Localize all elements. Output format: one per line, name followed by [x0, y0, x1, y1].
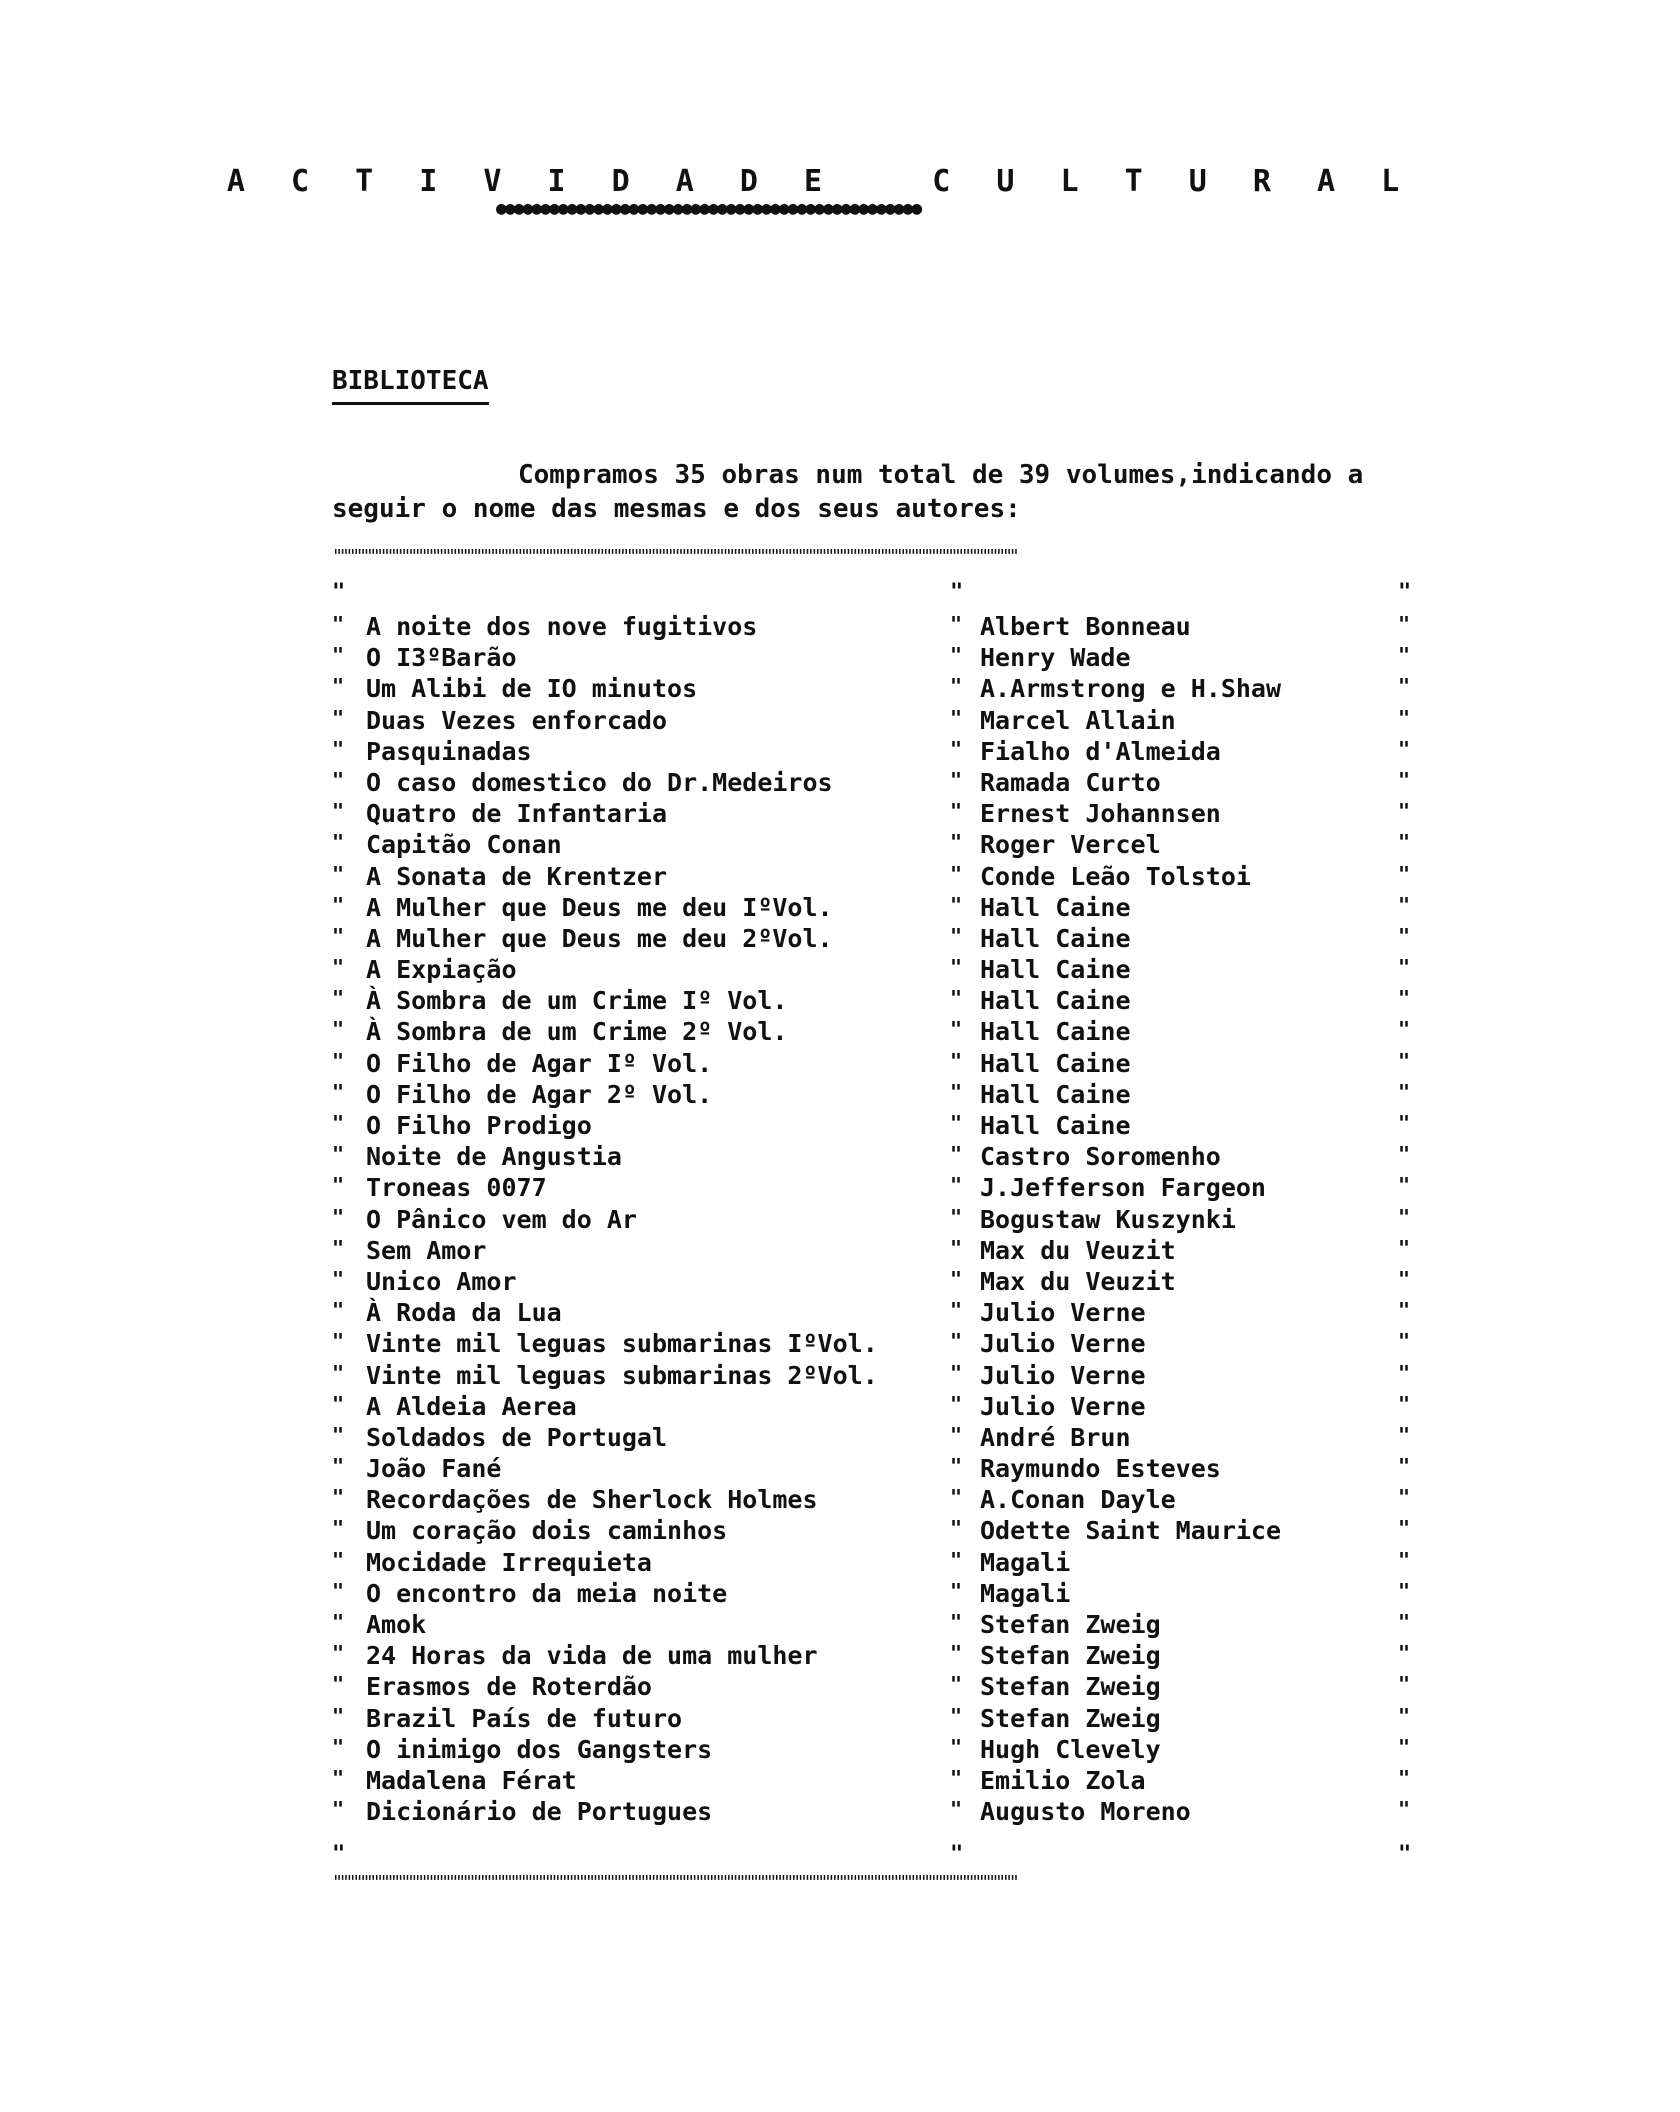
frame-mark: ": [950, 1391, 963, 1416]
frame-mark: ": [950, 1204, 963, 1229]
frame-mark: ": [1398, 580, 1412, 605]
frame-mark: ": [1398, 1797, 1411, 1822]
frame-mark: ": [950, 1360, 963, 1385]
book-row: [332, 1236, 1422, 1267]
frame-mark: ": [950, 986, 963, 1011]
book-row: [332, 1766, 1422, 1797]
frame-mark: ": [1398, 767, 1411, 792]
book-title: O I3ºBarão: [366, 643, 517, 673]
book-title: À Sombra de um Crime Iº Vol.: [366, 986, 788, 1016]
frame-mark: ": [1398, 1329, 1411, 1354]
book-title: Um coração dois caminhos: [366, 1516, 728, 1546]
frame-mark: ": [332, 1672, 345, 1697]
book-row: [332, 706, 1422, 737]
frame-mark: ": [1398, 1610, 1411, 1634]
frame-mark: ": [1398, 1641, 1411, 1666]
frame-mark: ": [950, 1329, 963, 1354]
frame-mark: ": [1398, 1142, 1411, 1167]
book-row: [332, 799, 1422, 830]
frame-mark: ": [950, 1765, 963, 1790]
frame-mark: ": [1398, 1422, 1411, 1447]
frame-mark: ": [1398, 643, 1411, 668]
book-row: [332, 1579, 1422, 1610]
book-row: [332, 1454, 1422, 1485]
frame-mark: ": [332, 705, 345, 730]
frame-mark: ": [950, 1610, 963, 1634]
frame-mark: ": [332, 1017, 345, 1042]
book-title: À Sombra de um Crime 2º Vol.: [366, 1017, 788, 1047]
frame-mark: ": [332, 1298, 345, 1323]
frame-mark: ": [332, 1547, 345, 1572]
frame-mark: ": [950, 767, 963, 792]
book-row: [332, 1797, 1422, 1828]
frame-mark: ": [332, 1703, 345, 1728]
frame-mark: ": [950, 1734, 963, 1759]
frame-mark: ": [950, 1173, 963, 1198]
book-row: [332, 1392, 1422, 1423]
book-author: Fialho d'Almeida: [980, 736, 1221, 766]
book-title: Recordações de Sherlock Holmes: [366, 1485, 818, 1515]
book-author: Hall Caine: [980, 1111, 1131, 1140]
frame-mark: ": [1398, 1298, 1411, 1323]
book-author: Hall Caine: [980, 1017, 1131, 1047]
book-title: Brazil País de futuro: [366, 1703, 683, 1733]
frame-mark: ": [950, 1454, 963, 1479]
book-author: Magali: [980, 1547, 1071, 1577]
frame-mark: ": [1398, 1672, 1411, 1697]
frame-mark: ": [950, 1266, 963, 1291]
frame-mark: ": [1398, 705, 1411, 730]
frame-mark: ": [950, 861, 963, 886]
frame-mark: ": [1398, 1547, 1411, 1572]
frame-mark: ": [950, 799, 963, 824]
book-title: Pasquinadas: [366, 736, 532, 766]
frame-mark: ": [950, 1048, 963, 1073]
book-title: Duas Vezes enforcado: [366, 705, 668, 735]
frame-mark: ": [332, 861, 345, 886]
book-author: Hugh Clevely: [980, 1734, 1161, 1764]
frame-mark: ": [1398, 674, 1411, 699]
book-row: [332, 768, 1422, 799]
book-title: O Pânico vem do Ar: [366, 1204, 637, 1234]
book-row: [332, 1173, 1422, 1204]
frame-mark: ": [332, 1422, 345, 1447]
frame-mark: ": [1398, 1079, 1411, 1104]
book-row: [332, 1548, 1422, 1579]
book-title: O caso domestico do Dr.Medeiros: [366, 767, 833, 797]
book-row: [332, 1267, 1422, 1298]
frame-mark: ": [1398, 1204, 1411, 1229]
frame-mark: ": [332, 1266, 345, 1291]
frame-mark: ": [332, 830, 345, 855]
book-title: A Expiação: [366, 955, 517, 985]
frame-mark: ": [332, 1454, 345, 1479]
book-row: [332, 830, 1422, 861]
frame-mark: ": [332, 986, 345, 1011]
list-top-rule: """""""""""""""""""""""""""""""""""""""""""""""""""""""""""""""""""""""""""""""""""""""""""""""""""": [332, 548, 1016, 566]
book-author: Ramada Curto: [980, 767, 1161, 797]
book-author: André Brun: [980, 1422, 1131, 1452]
book-title: O Filho de Agar 2º Vol.: [366, 1079, 713, 1109]
frame-mark: ": [1398, 1391, 1411, 1416]
frame-mark: ": [332, 1360, 345, 1385]
frame-mark: ": [950, 1703, 963, 1728]
book-author: Hall Caine: [980, 1048, 1131, 1078]
book-row: [332, 1329, 1422, 1360]
frame-mark: ": [1398, 892, 1411, 917]
frame-mark: ": [950, 1111, 963, 1135]
frame-mark: ": [950, 1017, 963, 1042]
frame-mark: ": [1398, 861, 1411, 886]
frame-mark: ": [950, 1516, 963, 1541]
book-author: J.Jefferson Fargeon: [980, 1173, 1266, 1203]
frame-mark: ": [1398, 736, 1411, 761]
book-title: Erasmos de Roterdão: [366, 1672, 652, 1702]
book-title: Madalena Férat: [366, 1765, 577, 1795]
frame-mark: ": [332, 1734, 345, 1759]
list-bottom-rule: """""""""""""""""""""""""""""""""""""""""""""""""""""""""""""""""""""""""""""""""""""""""""""""""""": [332, 1874, 1016, 1892]
frame-mark: ": [1398, 1360, 1411, 1385]
frame-mark: ": [1398, 1111, 1411, 1135]
frame-mark: ": [950, 1672, 963, 1697]
frame-mark: ": [950, 1298, 963, 1323]
frame-mark: ": [332, 736, 345, 761]
book-title: Soldados de Portugal: [366, 1422, 668, 1452]
book-author: Roger Vercel: [980, 830, 1161, 860]
frame-mark: ": [1398, 923, 1411, 948]
frame-mark: ": [1398, 1578, 1411, 1603]
frame-mark: ": [332, 892, 345, 917]
book-row: [332, 1080, 1422, 1111]
book-author: Max du Veuzit: [980, 1235, 1176, 1265]
frame-mark: ": [1398, 1266, 1411, 1291]
book-row: [332, 986, 1422, 1017]
book-row: [332, 612, 1422, 643]
book-author: Henry Wade: [980, 643, 1131, 673]
frame-mark: ": [332, 1516, 345, 1541]
frame-mark: ": [332, 1641, 345, 1666]
book-author: Hall Caine: [980, 1079, 1131, 1109]
frame-mark: ": [332, 1842, 346, 1867]
book-row: [332, 955, 1422, 986]
frame-mark: ": [1398, 612, 1411, 636]
frame-mark: ": [1398, 1516, 1411, 1541]
book-title: O Filho Prodigo: [366, 1111, 592, 1140]
book-title: A Sonata de Krentzer: [366, 861, 668, 891]
book-author: Hall Caine: [980, 892, 1131, 922]
book-title: Quatro de Infantaria: [366, 799, 668, 829]
book-author: Marcel Allain: [980, 705, 1176, 735]
book-row: [332, 862, 1422, 893]
frame-mark: ": [332, 1204, 345, 1229]
frame-mark: ": [950, 736, 963, 761]
book-row: [332, 1735, 1422, 1766]
frame-mark: ": [950, 923, 963, 948]
frame-mark: ": [950, 643, 963, 668]
book-author: Hall Caine: [980, 986, 1131, 1016]
frame-mark: ": [950, 705, 963, 730]
frame-mark: ": [1398, 1454, 1411, 1479]
book-author: Albert Bonneau: [980, 612, 1191, 641]
frame-mark: ": [332, 955, 345, 980]
book-row: [332, 1516, 1422, 1547]
frame-mark: ": [950, 955, 963, 980]
book-title: Unico Amor: [366, 1266, 517, 1296]
book-author: Stefan Zweig: [980, 1672, 1161, 1702]
frame-mark: ": [950, 1797, 963, 1822]
book-row: [332, 1298, 1422, 1329]
book-row: [332, 1423, 1422, 1454]
frame-mark: ": [950, 1547, 963, 1572]
book-author: Julio Verne: [980, 1360, 1146, 1390]
book-row: [332, 1672, 1422, 1703]
book-author: Julio Verne: [980, 1329, 1146, 1359]
frame-mark: ": [1398, 1842, 1412, 1867]
book-row: [332, 1610, 1422, 1641]
frame-mark: ": [950, 892, 963, 917]
book-author: Ernest Johannsen: [980, 799, 1221, 829]
book-author: Hall Caine: [980, 955, 1131, 985]
book-author: A.Armstrong e H.Shaw: [980, 674, 1282, 704]
frame-mark: ": [332, 767, 345, 792]
frame-mark: ": [332, 674, 345, 699]
book-author: A.Conan Dayle: [980, 1485, 1176, 1515]
frame-mark: ": [1398, 1485, 1411, 1510]
frame-mark: ": [950, 1235, 963, 1260]
book-title: A Aldeia Aerea: [366, 1391, 577, 1421]
frame-mark: ": [1398, 1048, 1411, 1073]
frame-mark: ": [332, 1142, 345, 1167]
book-title: Vinte mil leguas submarinas 2ºVol.: [366, 1360, 878, 1390]
book-author: Odette Saint Maurice: [980, 1516, 1282, 1546]
book-author: Stefan Zweig: [980, 1703, 1161, 1733]
frame-mark: ": [332, 799, 345, 824]
book-row: [332, 1142, 1422, 1173]
frame-mark: ": [332, 1111, 345, 1135]
book-title: Dicionário de Portugues: [366, 1797, 713, 1827]
book-row: [332, 1017, 1422, 1048]
frame-mark: ": [1398, 1734, 1411, 1759]
frame-mark: ": [332, 1048, 345, 1073]
frame-mark: ": [332, 1329, 345, 1354]
book-author: Hall Caine: [980, 923, 1131, 953]
book-title: Amok: [366, 1610, 427, 1639]
book-title: Troneas 0077: [366, 1173, 547, 1203]
frame-mark: ": [950, 612, 963, 636]
frame-mark: ": [1398, 1235, 1411, 1260]
book-author: Bogustaw Kuszynki: [980, 1204, 1236, 1234]
book-author: Max du Veuzit: [980, 1266, 1176, 1296]
frame-mark: ": [332, 923, 345, 948]
book-title: Mocidade Irrequieta: [366, 1547, 652, 1577]
frame-mark: ": [950, 1142, 963, 1167]
frame-mark: ": [950, 1641, 963, 1666]
title-dotted-underline: ●●●●●●●●●●●●●●●●●●●●●●●●●●●●●●●●●●●●●●●●●●●●●●●●: [496, 202, 921, 216]
frame-mark: ": [950, 830, 963, 855]
frame-mark: ": [1398, 1765, 1411, 1790]
frame-mark: ": [332, 1173, 345, 1198]
book-title: À Roda da Lua: [366, 1298, 562, 1328]
frame-mark: ": [332, 612, 345, 636]
frame-mark: ": [950, 1079, 963, 1104]
book-title: A Mulher que Deus me deu IºVol.: [366, 892, 833, 922]
page-title: A C T I V I D A D E C U L T U R A L: [226, 164, 1414, 199]
book-author: Conde Leão Tolstoi: [980, 861, 1251, 891]
book-row: [332, 1049, 1422, 1080]
book-row: [332, 1111, 1422, 1142]
frame-mark: ": [950, 1485, 963, 1510]
book-title: Sem Amor: [366, 1235, 487, 1265]
frame-mark: ": [332, 580, 346, 605]
frame-mark: ": [332, 643, 345, 668]
book-author: Stefan Zweig: [980, 1641, 1161, 1671]
book-row: [332, 674, 1422, 705]
book-title: João Fané: [366, 1454, 502, 1484]
book-row: [332, 1485, 1422, 1516]
book-row: [332, 1704, 1422, 1735]
book-title: Vinte mil leguas submarinas IºVol.: [366, 1329, 878, 1359]
book-author: Raymundo Esteves: [980, 1454, 1221, 1484]
book-title: Capitão Conan: [366, 830, 562, 860]
book-author: Stefan Zweig: [980, 1610, 1161, 1639]
frame-mark: ": [1398, 1017, 1411, 1042]
book-row: [332, 737, 1422, 768]
book-title: Um Alibi de IO minutos: [366, 674, 698, 704]
frame-mark: ": [332, 1485, 345, 1510]
book-title: O Filho de Agar Iº Vol.: [366, 1048, 713, 1078]
book-title: O encontro da meia noite: [366, 1578, 728, 1608]
book-row: [332, 1641, 1422, 1672]
book-author: Castro Soromenho: [980, 1142, 1221, 1172]
frame-mark: ": [950, 674, 963, 699]
book-author: Magali: [980, 1578, 1071, 1608]
frame-mark: ": [332, 1797, 345, 1822]
frame-mark: ": [332, 1578, 345, 1603]
book-author: Julio Verne: [980, 1391, 1146, 1421]
section-heading: BIBLIOTECA: [332, 366, 489, 405]
book-list: [332, 612, 1422, 1828]
book-title: Noite de Angustia: [366, 1142, 622, 1172]
book-author: Julio Verne: [980, 1298, 1146, 1328]
book-title: O inimigo dos Gangsters: [366, 1734, 713, 1764]
frame-mark: ": [332, 1079, 345, 1104]
frame-mark: ": [950, 580, 964, 605]
book-title: 24 Horas da vida de uma mulher: [366, 1641, 818, 1671]
book-author: Augusto Moreno: [980, 1797, 1191, 1827]
frame-mark: ": [950, 1842, 964, 1867]
frame-mark: ": [950, 1422, 963, 1447]
book-title: A noite dos nove fugitivos: [366, 612, 758, 641]
frame-mark: ": [1398, 1703, 1411, 1728]
book-row: [332, 893, 1422, 924]
frame-mark: ": [1398, 986, 1411, 1011]
book-title: A Mulher que Deus me deu 2ºVol.: [366, 923, 833, 953]
frame-mark: ": [332, 1765, 345, 1790]
frame-mark: ": [332, 1391, 345, 1416]
book-row: [332, 1361, 1422, 1392]
frame-mark: ": [1398, 1173, 1411, 1198]
frame-mark: ": [1398, 830, 1411, 855]
frame-mark: ": [332, 1235, 345, 1260]
frame-mark: ": [1398, 799, 1411, 824]
book-author: Emilio Zola: [980, 1765, 1146, 1795]
frame-mark: ": [950, 1578, 963, 1603]
frame-mark: ": [1398, 955, 1411, 980]
book-row: [332, 1205, 1422, 1236]
book-row: [332, 643, 1422, 674]
book-row: [332, 924, 1422, 955]
frame-mark: ": [332, 1610, 345, 1634]
intro-paragraph: Compramos 35 obras num total de 39 volumes,indicando a seguir o nome das mesmas e dos seus autores:: [332, 460, 1364, 524]
